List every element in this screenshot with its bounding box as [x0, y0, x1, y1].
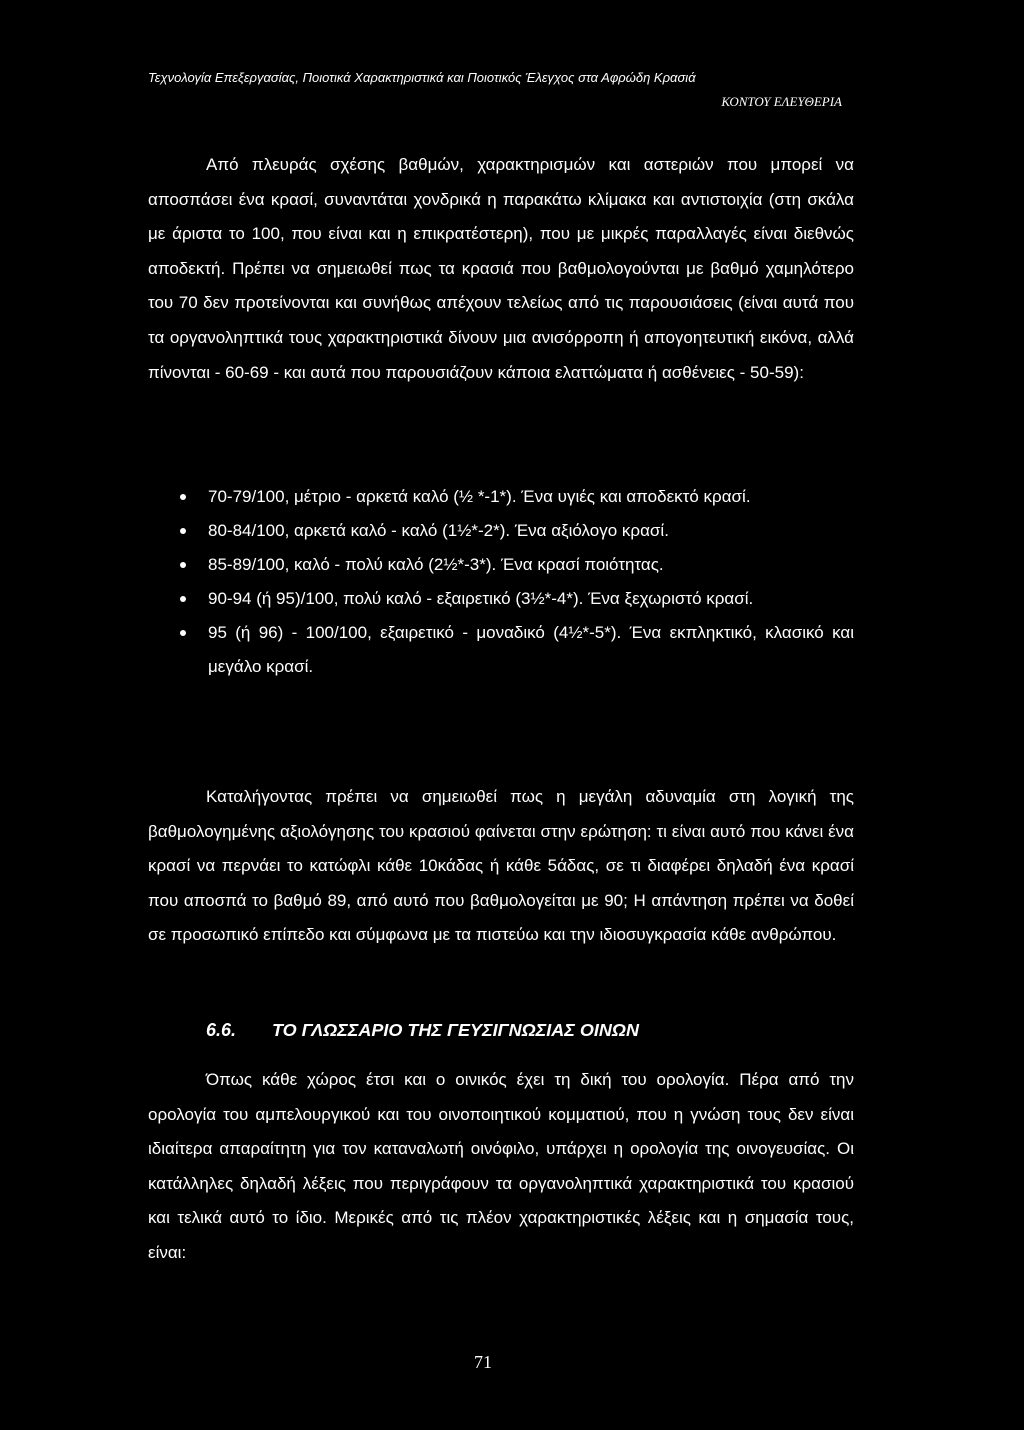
section-number: 6.6.	[206, 1020, 237, 1040]
score-scale-list	[148, 480, 854, 684]
conclusion-paragraph: Καταλήγοντας πρέπει να σημειωθεί πως η μεγάλη αδυναμία στη λογική της βαθμολογημένης αξιολόγησης του κρασιού φαίνεται στην ερώτηση: τι είναι αυτό που κάνει ένα κρασί να περνάει το κατώφλι κάθε 10κάδας ή κάθε 5άδας, σε τι διαφέρει δηλαδή ένα κρασί που αποσπά το βαθμό 89, από αυτό που βαθμολογείται με 90; Η απάντηση πρέπει να δοθεί σε προσωπικό επίπεδο και σύμφωνα με τα πιστεύω και την ιδιοσυγκρασία κάθε ανθρώπου.	[148, 787, 854, 945]
running-header-title: Τεχνολογία Επεξεργασίας, Ποιοτικά Χαρακτηριστικά και Ποιοτικός Έλεγχος στα Αφρώδη Κρασιά	[148, 70, 696, 85]
list-item	[148, 582, 854, 616]
list-item-text: 80-84/100, αρκετά καλό - καλό (1½*-2*). Ένα αξιόλογο κρασί.	[208, 521, 669, 540]
intro-paragraph: Από πλευράς σχέσης βαθμών, χαρακτηρισμών και αστεριών που μπορεί να αποσπάσει ένα κρασί, συναντάται χονδρικά η παρακάτω κλίμακα και αντιστοιχία (στη σκάλα με άριστα το 100, που είναι και η επικρατέστερη), που με μικρές παραλλαγές είναι διεθνώς αποδεκτή. Πρέπει να σημειωθεί πως τα κρασιά που βαθμολογούνται με βαθμό χαμηλότερο του 70 δεν προτείνονται και συνήθως απέχουν τελείως από τις παρουσιάσεις (είναι αυτά που τα οργανοληπτικά τους χαρακτηριστικά δίνουν μια ανισόρροπη ή απογοητευτική εικόνα, αλλά πίνονται - 60-69 - και αυτά που παρουσιάζουν κάποια ελαττώματα ή ασθένειες - 50-59):	[148, 155, 854, 382]
bullet-icon	[180, 528, 186, 534]
section-title: ΤΟ ΓΛΩΣΣΑΡΙΟ ΤΗΣ ΓΕΥΣΙΓΝΩΣΙΑΣ ΟΙΝΩΝ	[272, 1020, 639, 1040]
section-heading	[206, 1020, 846, 1041]
running-header-author: ΚΟΝΤΟΥ ΕΛΕΥΘΕΡΙΑ	[721, 94, 842, 109]
list-item-text: 85-89/100, καλό - πολύ καλό (2½*-3*). Ένα κρασί ποιότητας.	[208, 555, 664, 574]
bullet-icon	[180, 630, 186, 636]
list-item	[148, 480, 854, 514]
list-item	[148, 514, 854, 548]
bullet-icon	[180, 596, 186, 602]
list-item-text: 95 (ή 96) - 100/100, εξαιρετικό - μοναδικό (4½*-5*). Ένα εκπληκτικό, κλασικό και μεγάλο κρασί.	[208, 623, 854, 676]
bullet-icon	[180, 494, 186, 500]
list-item-text: 90-94 (ή 95)/100, πολύ καλό - εξαιρετικό (3½*-4*). Ένα ξεχωριστό κρασί.	[208, 589, 754, 608]
bullet-icon	[180, 562, 186, 568]
glossary-intro-paragraph: Όπως κάθε χώρος έτσι και ο οινικός έχει τη δική του ορολογία. Πέρα από την ορολογία του αμπελουργικού και του οινοποιητικού κομματιού, που η γνώση τους δεν είναι ιδιαίτερα απαραίτητη για τον καταναλωτή οινόφιλο, υπάρχει η ορολογία της οινογευσίας. Οι κατάλληλες δηλαδή λέξεις που περιγράφουν τα οργανοληπτικά χαρακτηριστικά του κρασιού και τελικά αυτό το ίδιο. Μερικές από τις πλέον χαρακτηριστικές λέξεις και η σημασία τους, είναι:	[148, 1070, 854, 1262]
list-item	[148, 616, 854, 684]
list-item-text: 70-79/100, μέτριο - αρκετά καλό (½ *-1*). Ένα υγιές και αποδεκτό κρασί.	[208, 487, 751, 506]
list-item	[148, 548, 854, 582]
page-number: 71	[474, 1352, 492, 1372]
